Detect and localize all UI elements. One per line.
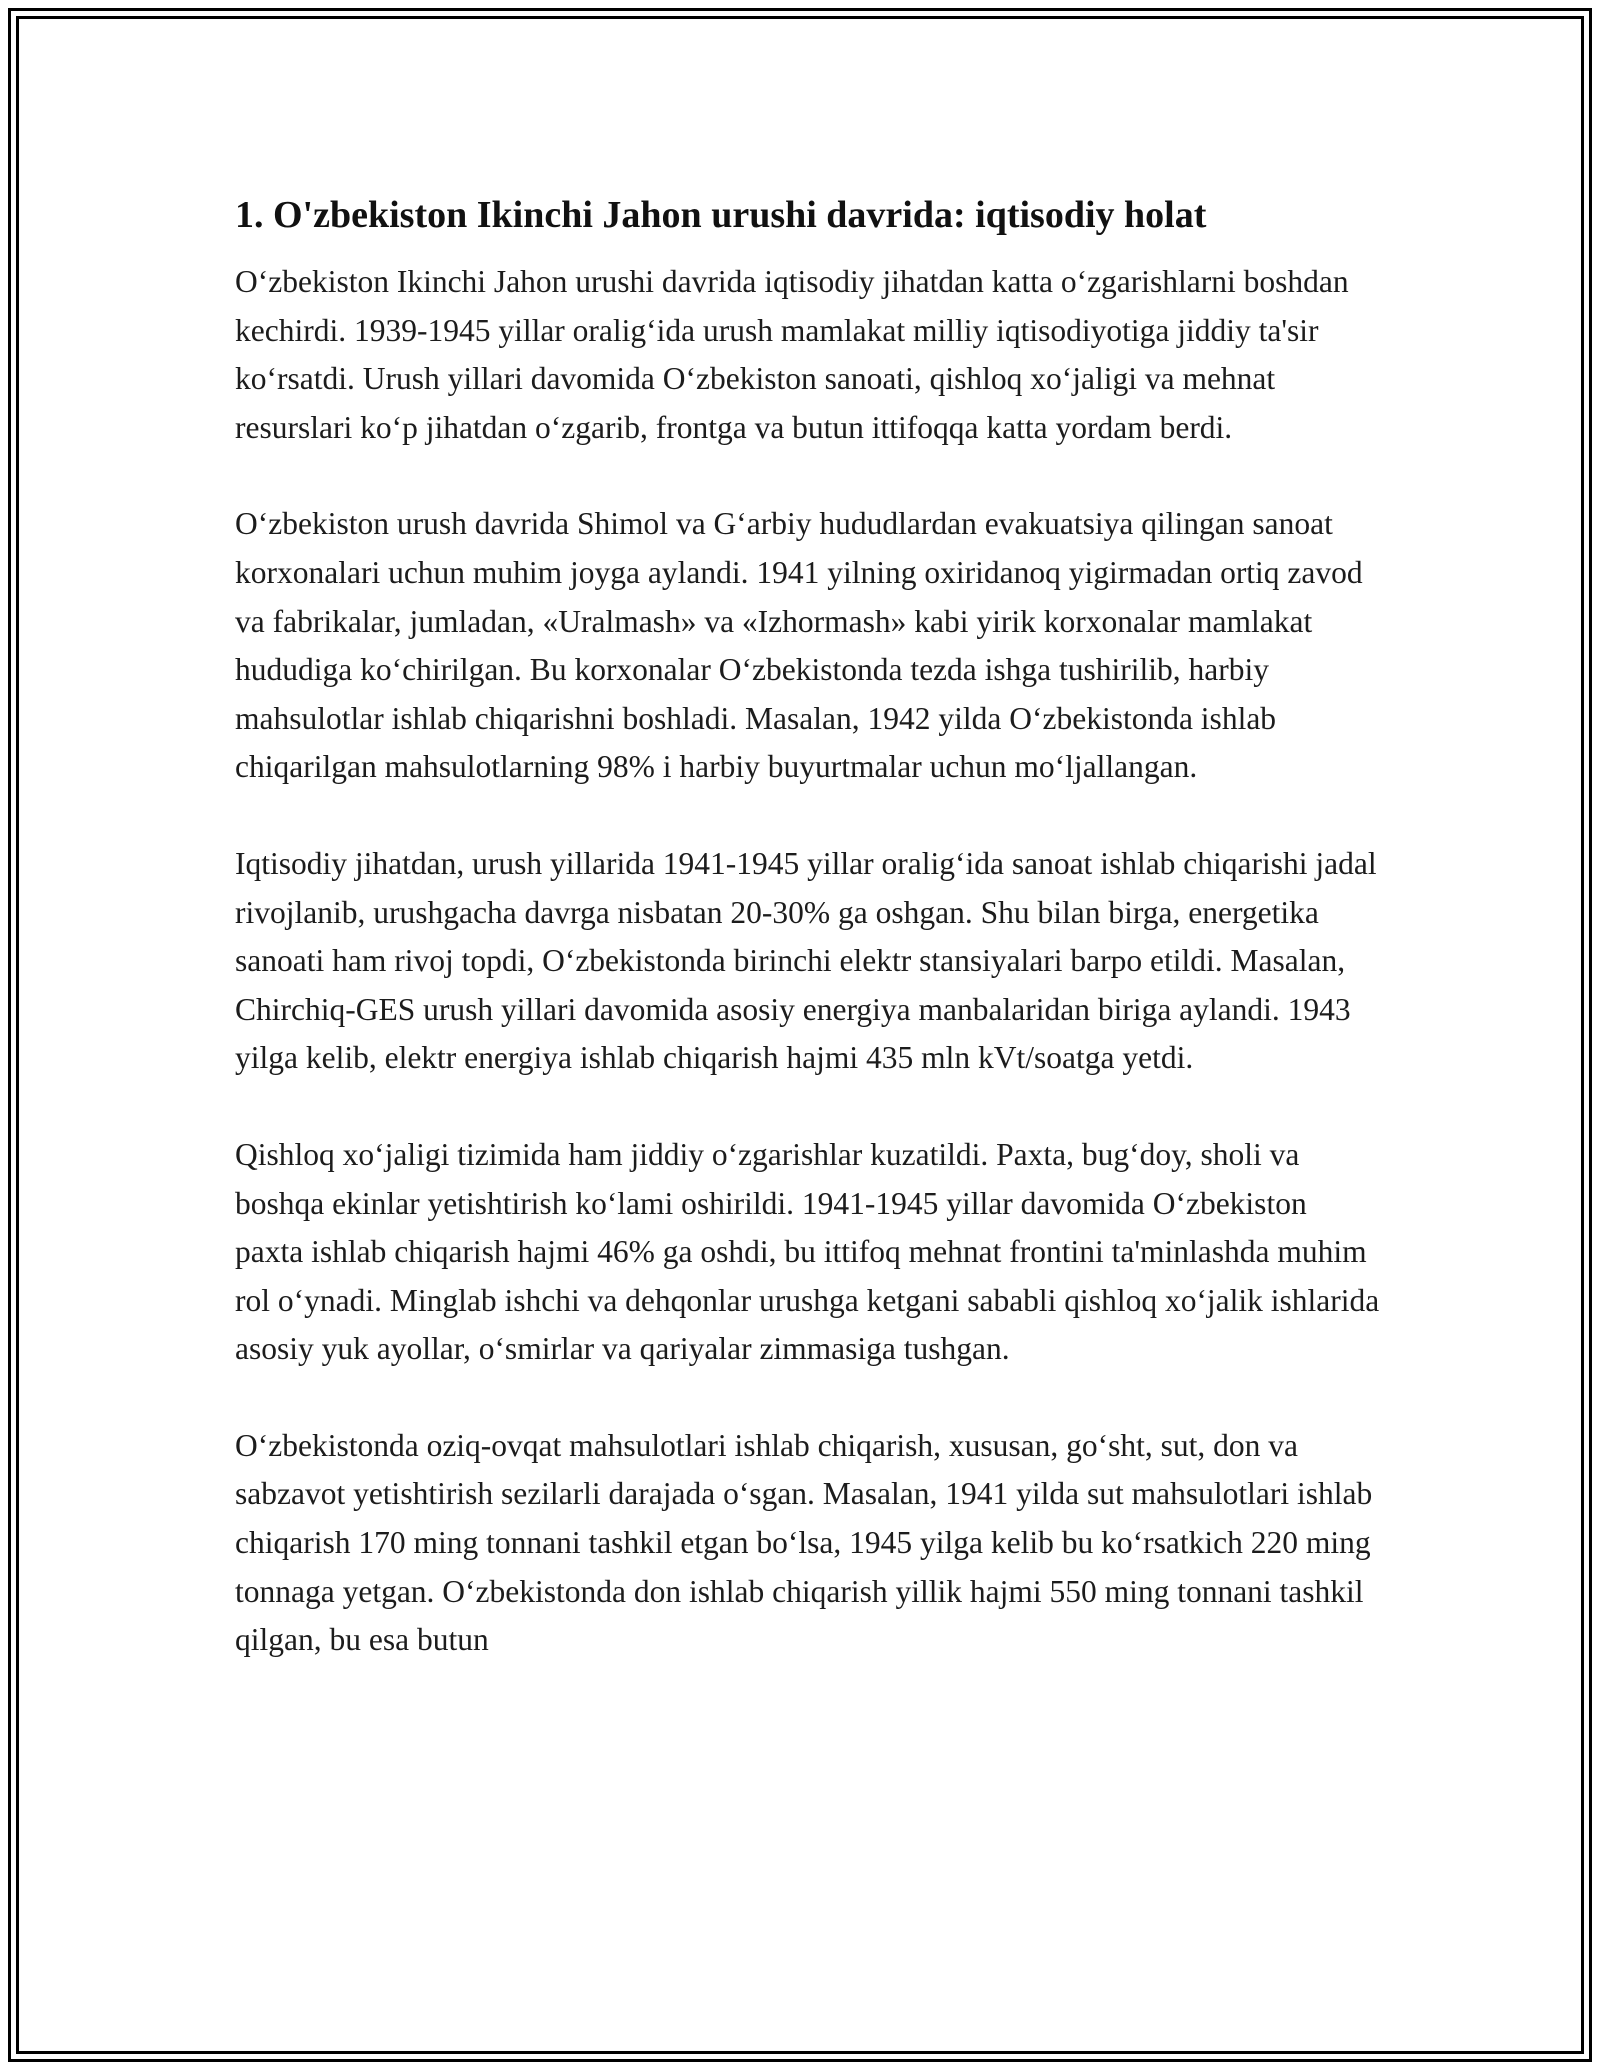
paragraph-food-production: O‘zbekistonda oziq-ovqat mahsulotlari ishlab chiqarish, xususan, go‘sht, sut, don va sabzavot yetishtirish sezilarli darajada o‘sgan. Masalan, 1941 yilda sut mahsulotlari ishlab chiqarish 170 ming tonnani tashkil etgan bo‘lsa, 1945 yilga kelib bu ko‘rsatkich 220 ming tonnaga yetgan. O‘zbekistonda don ishlab chiqarish yillik hajmi 550 ming tonnani tashkil qilgan, bu esa butun xyxy=(235,1427,1373,1658)
document-body xyxy=(235,190,1380,1713)
paragraph-industry: Iqtisodiy jihatdan, urush yillarida 1941-1945 yillar oralig‘ida sanoat ishlab chiqarishi jadal rivojlanib, urushgacha davrga nisbatan 20-30% ga oshgan. Shu bilan birga, energetika sanoati ham rivoj topdi, O‘zbekistonda birinchi elektr stansiyalari barpo etildi. Masalan, Chirchiq-GES urush yillari davomida asosiy energiya manbalaridan biriga aylandi. 1943 yilga kelib, elektr energiya ishlab chiqarish hajmi 435 mln kVt/soatga yetdi. xyxy=(235,845,1377,1076)
paragraph-intro: O‘zbekiston Ikinchi Jahon urushi davrida iqtisodiy jihatdan katta o‘zgarishlarni boshdan kechirdi. 1939-1945 yillar oralig‘ida urush mamlakat milliy iqtisodiyotiga jiddiy ta'sir ko‘rsatdi. Urush yillari davomida O‘zbekiston sanoati, qishloq xo‘jaligi va mehnat resurslari ko‘p jihatdan o‘zgarib, frontga va butun ittifoqqa katta yordam berdi. xyxy=(235,264,1349,445)
section-heading: 1. O'zbekiston Ikinchi Jahon urushi davrida: iqtisodiy holat xyxy=(235,194,1207,236)
paragraph-agriculture: Qishloq xo‘jaligi tizimida ham jiddiy o‘zgarishlar kuzatildi. Paxta, bug‘doy, sholi va boshqa ekinlar yetishtirish ko‘lami oshirildi. 1941-1945 yillar davomida O‘zbekiston paxta ishlab chiqarish hajmi 46% ga oshdi, bu ittifoq mehnat frontini ta'minlashda muhim rol o‘ynadi. Minglab ishchi va dehqonlar urushga ketgani sababli qishloq xo‘jalik ishlarida asosiy yuk ayollar, o‘smirlar va qariyalar zimmasiga tushgan. xyxy=(235,1136,1380,1367)
paragraph-evacuation: O‘zbekiston urush davrida Shimol va G‘arbiy hududlardan evakuatsiya qilingan sanoat korxonalari uchun muhim joyga aylandi. 1941 yilning oxiridanoq yigirmadan ortiq zavod va fabrikalar, jumladan, «Uralmash» va «Izhormash» kabi yirik korxonalar mamlakat hududiga ko‘chirilgan. Bu korxonalar O‘zbekistonda tezda ishga tushirilib, harbiy mahsulotlar ishlab chiqarishni boshladi. Masalan, 1942 yilda O‘zbekistonda ishlab chiqarilgan mahsulotlarning 98% i harbiy buyurtmalar uchun mo‘ljallangan. xyxy=(235,506,1363,785)
